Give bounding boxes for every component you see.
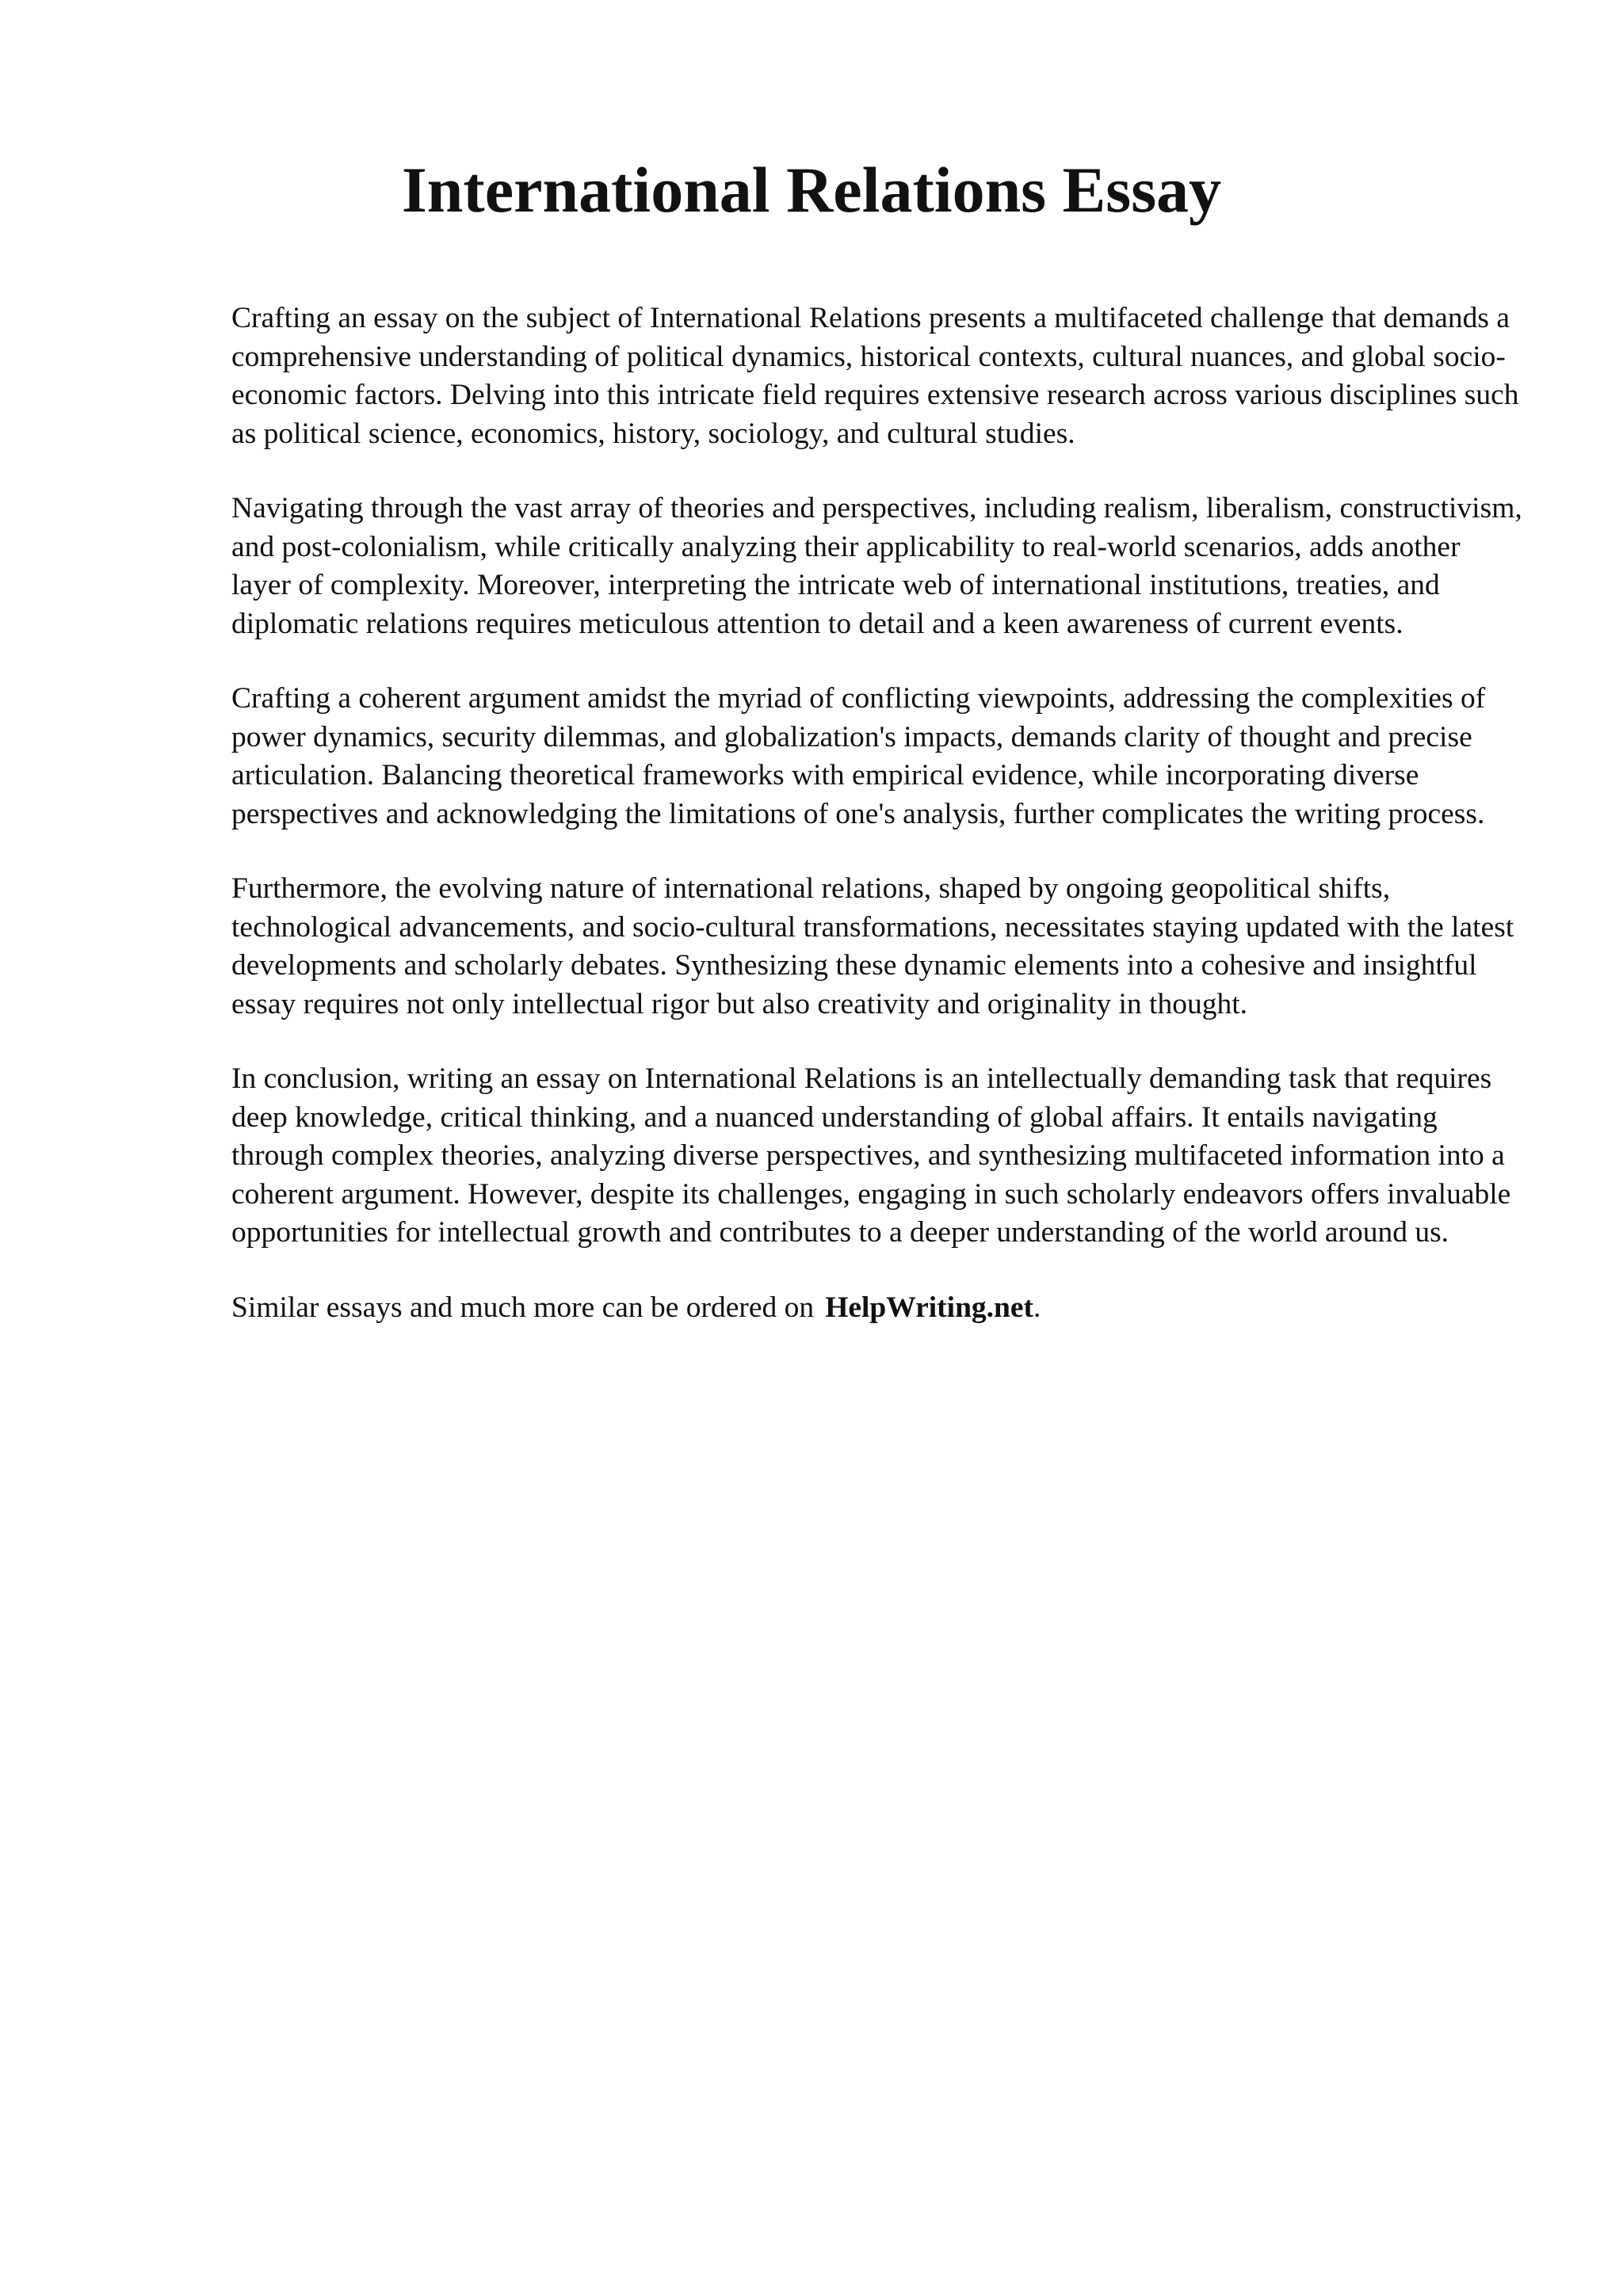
paragraph-4: Furthermore, the evolving nature of international relations, shaped by ongoing geopolitical shifts, technological advancements, and socio-cultural transformations, necessitates staying updated with the latest developments and scholarly debates. Synthesizing these dynamic elements into a cohesive and insightful essay requires not only intellectual rigor but also creativity and originality in thought. [231,872,1514,1020]
document-title: International Relations Essay [401,154,1222,226]
paragraph-3: Crafting a coherent argument amidst the myriad of conflicting viewpoints, addressing the complexities of power dynamics, security dilemmas, and globalization's impacts, demands clarity of thought and precise articulation. Balancing theoretical frameworks with empirical evidence, while incorporating diverse perspectives and acknowledging the limitations of one's analysis, further complicates the writing process. [231,682,1486,830]
closing-line [231,1289,1523,1328]
helpwriting-link[interactable]: HelpWriting.net [825,1291,1034,1324]
paragraph-2: Navigating through the vast array of theories and perspectives, including realism, liberalism, constructivism, and post-colonialism, while critically analyzing their applicability to real-world scenarios, adds another layer of complexity. Moreover, interpreting the intricate web of international institutions, treaties, and diplomatic relations requires meticulous attention to detail and a keen awareness of current events. [231,492,1522,640]
closing-text: Similar essays and much more can be ordered on [231,1291,815,1324]
closing-period: . [1033,1291,1041,1324]
paragraph-1: Crafting an essay on the subject of International Relations presents a multifaceted challenge that demands a comprehensive understanding of political dynamics, historical contexts, cultural nuances, and global socio-economic factors. Delving into this intricate field requires extensive research across various disciplines such as political science, economics, history, sociology, and cultural studies. [231,302,1519,450]
paragraph-5: In conclusion, writing an essay on International Relations is an intellectually demanding task that requires deep knowledge, critical thinking, and a nuanced understanding of global affairs. It entails navigating through complex theories, analyzing diverse perspectives, and synthesizing multifaceted information into a coherent argument. However, despite its challenges, engaging in such scholarly endeavors offers invaluable opportunities for intellectual growth and contributes to a deeper understanding of the world around us. [231,1062,1511,1249]
essay-body [231,299,1523,1363]
